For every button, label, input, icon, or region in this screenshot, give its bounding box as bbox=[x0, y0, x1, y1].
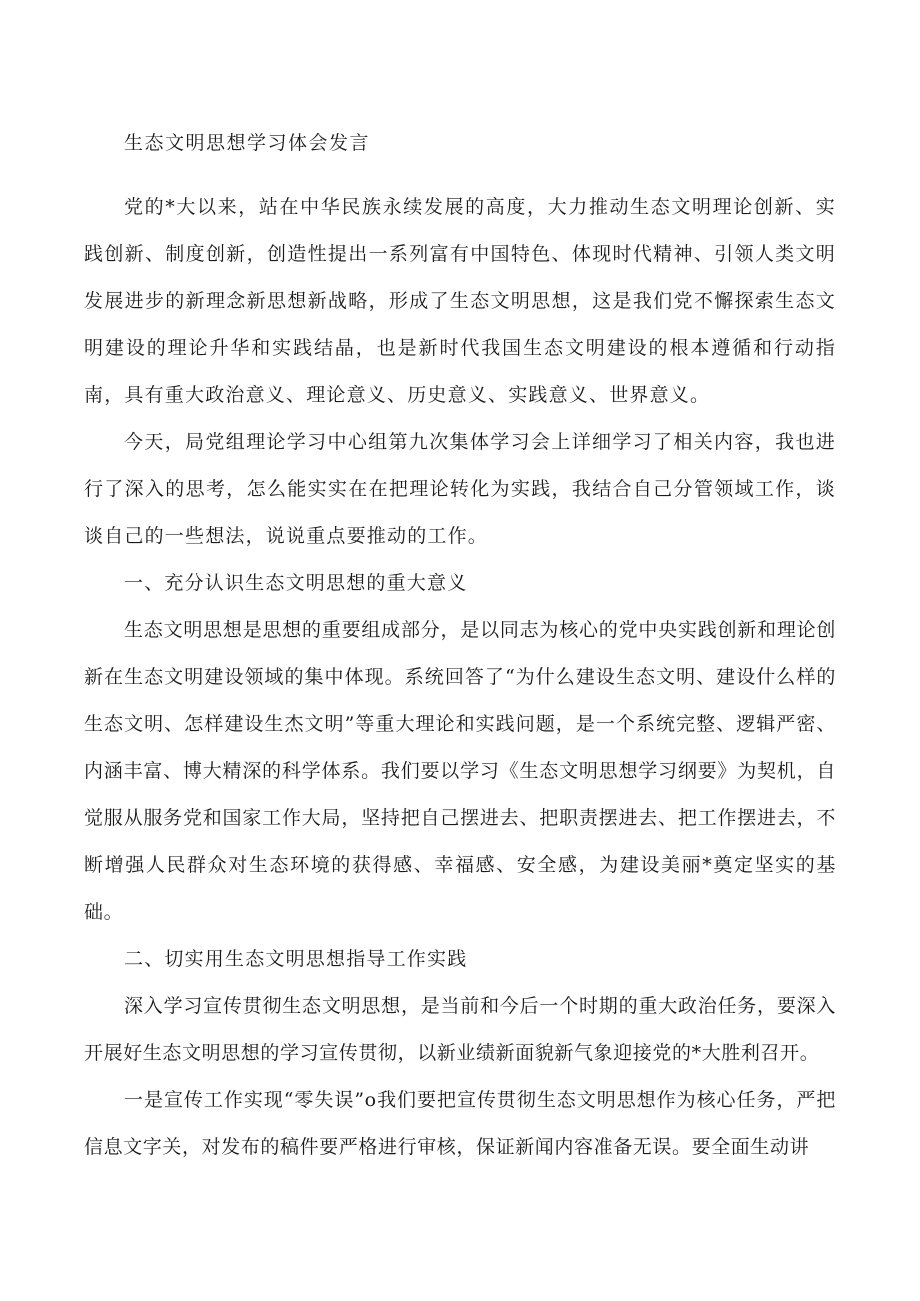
section-heading-2: 二、切实用生态文明思想指导工作实践 bbox=[124, 948, 468, 970]
paragraph-publicity: 一是宣传工作实现“零失误”o我们要把宣传贯彻生态文明思想作为核心任务，严把信息文字关，对发布的稿件要严格进行审核，保证新闻内容准备无误。要全面生动讲 bbox=[84, 1089, 836, 1158]
paragraph-intro: 党的*大以来，站在中华民族永续发展的高度，大力推动生态文明理论创新、实践创新、制度创新，创造性提出一系列富有中国特色、体现时代精神、引领人类文明发展进步的新理念新思想新战略，形成了生态文明思想，这是我们党不懈探索生态文明建设的理论升华和实践结晶，也是新时代我国生态文明建设的根本遵循和行动指南，具有重大政治意义、理论意义、历史意义、实践意义、世界意义。 bbox=[84, 196, 836, 406]
paragraph-practice: 深入学习宣传贯彻生态文明思想，是当前和今后一个时期的重大政治任务，要深入开展好生态文明思想的学习宣传贯彻，以新业绩新面貌新气象迎接党的*大胜利召开。 bbox=[84, 995, 836, 1064]
document-title: 生态文明思想学习体会发言 bbox=[124, 132, 371, 154]
document-page bbox=[84, 124, 836, 1171]
paragraph-significance: 生态文明思想是思想的重要组成部分，是以同志为核心的党中央实践创新和理论创新在生态文明建设领域的集中体现。系统回答了“为什么建设生态文明、建设什么样的生态文明、怎样建设生杰文明”等重大理论和实践问题，是一个系统完整、逻辑严密、内涵丰富、博大精深的科学体系。我们要以学习《生态文明思想学习纲要》为契机，自觉服从服务党和国家工作大局，坚持把自己摆进去、把职责摆进去、把工作摆进去，不断增强人民群众对生态环境的获得感、幸福感、安全感，为建设美丽*奠定坚实的基础。 bbox=[84, 619, 836, 923]
section-heading-1: 一、充分认识生态文明思想的重大意义 bbox=[124, 572, 468, 594]
paragraph-today: 今天，局党组理论学习中心组第九次集体学习会上详细学习了相关内容，我也进行了深入的思考，怎么能实实在在把理论转化为实践，我结合自己分管领域工作，谈谈自己的一些想法，说说重点要推动的工作。 bbox=[84, 431, 836, 547]
